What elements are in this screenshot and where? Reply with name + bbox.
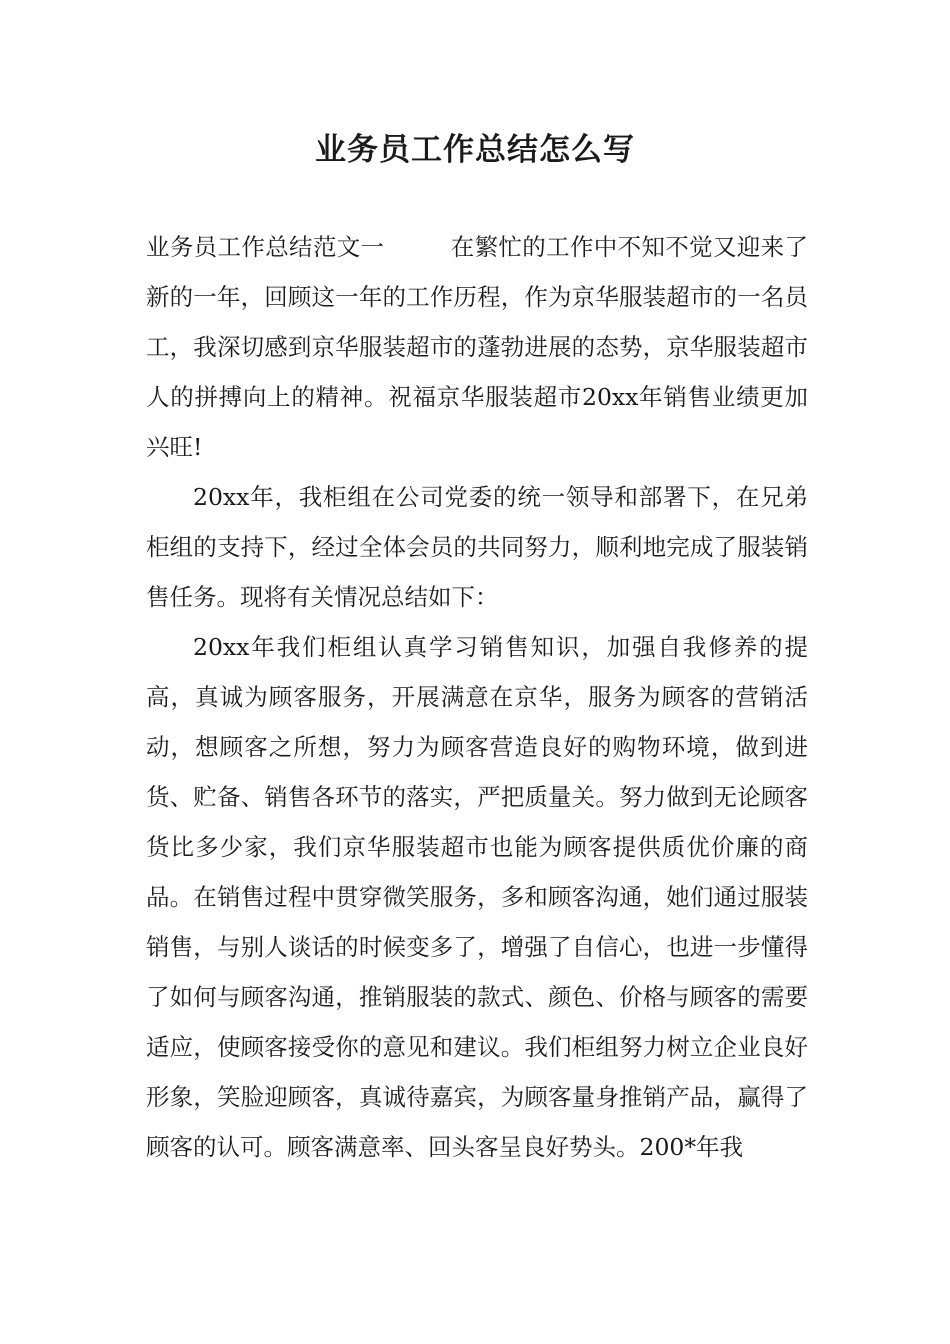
paragraph-text: 在繁忙的工作中不知不觉又迎来了新的一年，回顾这一年的工作历程，作为京华服装超市的一名员工，我深切感到京华服装超市的蓬勃进展的态势，京华服装超市人的拼搏向上的精神。祝福京华服装超市20xx年销售业绩更加兴旺! <box>146 233 809 461</box>
document-title: 业务员工作总结怎么写 <box>315 132 635 168</box>
document-body <box>146 222 808 1172</box>
paragraph-overview: 20xx年，我柜组在公司党委的统一领导和部署下，在兄弟柜组的支持下，经过全体会员的共同努力，顺利地完成了服装销售任务。现将有关情况总结如下： <box>146 483 808 611</box>
section-heading: 业务员工作总结范文一 <box>146 233 385 261</box>
paragraph-intro <box>146 222 808 472</box>
paragraph-details: 20xx年我们柜组认真学习销售知识，加强自我修养的提高，真诚为顾客服务，开展满意在京华，服务为顾客的营销活动，想顾客之所想，努力为顾客营造良好的购物环境，做到进货、贮备、销售各环节的落实，严把质量关。努力做到无论顾客货比多少家，我们京华服装超市也能为顾客提供质优价廉的商品。在销售过程中贯穿微笑服务，多和顾客沟通，她们通过服装销售，与别人谈话的时候变多了，增强了自信心，也进一步懂得了如何与顾客沟通，推销服装的款式、颜色、价格与顾客的需要适应，使顾客接受你的意见和建议。我们柜组努力树立企业良好形象，笑脸迎顾客，真诚待嘉宾，为顾客量身推销产品，赢得了顾客的认可。顾客满意率、回头客呈良好势头。200*年我 <box>146 633 808 1161</box>
